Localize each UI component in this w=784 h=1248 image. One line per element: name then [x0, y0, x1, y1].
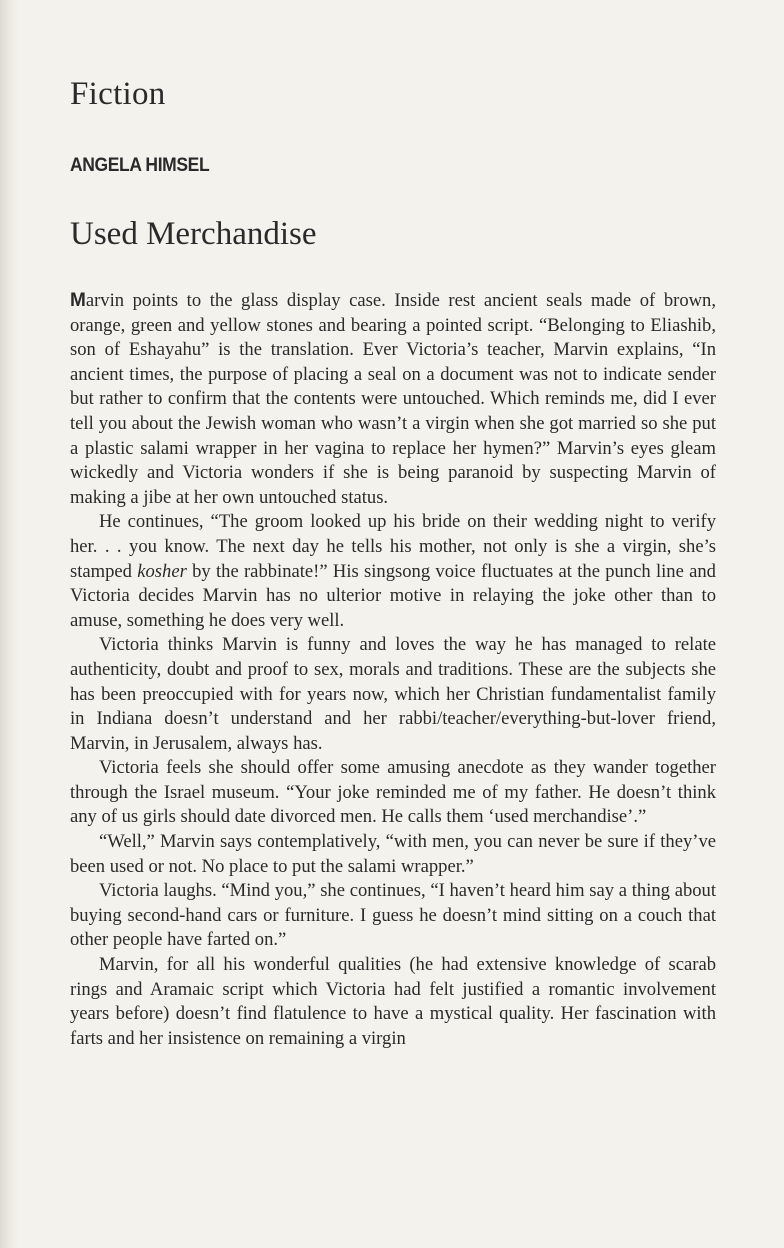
paragraph: Victoria thinks Marvin is funny and loves the way he has managed to relate authenticity, doubt and proof to sex, morals and traditions. These are the subjects she has been preoccupied with for years now, which her Christian fundamentalist family in Indiana doesn’t understand and her rabbi/teacher/everything-but-lover friend, Marvin, in Jerusalem, always has. — [70, 634, 716, 754]
author-name: ANGELA HIMSEL — [70, 155, 210, 176]
story-title: Used Merchandise — [70, 216, 317, 252]
paragraph-text: by the rabbinate!” His singsong voice fluctuates at the punch line and Victoria decides Marvin has no ulterior motive in relaying the joke other than to amuse, something he does very well. — [70, 560, 716, 631]
paragraph — [70, 289, 716, 510]
paragraph: “Well,” Marvin says contemplatively, “with men, you can never be sure if they’ve been used or not. No place to put the salami wrapper.” — [70, 831, 716, 877]
paragraph-text: He continues, “The groom looked up his bride on their wedding night to verify her. . . you know. The next day he tells his mother, not only is she a virgin, she’s stamped — [70, 511, 716, 582]
paragraph: Victoria laughs. “Mind you,” she continues, “I haven’t heard him say a thing about buying second-hand cars or furniture. I guess he doesn’t mind sitting on a couch that other people have farted on.” — [70, 880, 716, 951]
paragraph-text: arvin points to the glass display case. Inside rest ancient seals made of brown, orange, green and yellow stones and bearing a pointed script. “Belonging to Eliashib, son of Eshayahu” is the translation. Ever Victoria’s teacher, Marvin explains, “In ancient times, the purpose of placing a seal on a document was not to indicate sender but rather to confirm that the contents were untouched. Which reminds me, did I ever tell you about the Jewish woman who wasn’t a virgin when she got married so she put a plastic salami wrapper in her vagina to replace her hymen?” Marvin’s eyes gleam wickedly and Victoria wonders if she is being paranoid by suspecting Marvin of making a jibe at her own untouched status. — [70, 290, 716, 508]
drop-cap: M — [70, 290, 86, 311]
book-page — [70, 60, 716, 1051]
story-body — [70, 289, 716, 1051]
page-spine-shadow — [0, 0, 18, 1248]
paragraph: Victoria feels she should offer some amusing anecdote as they wander together through the Israel museum. “Your joke reminded me of my father. He doesn’t think any of us girls should date divorced men. He calls them ‘used merchandise’.” — [70, 757, 716, 828]
paragraph — [70, 510, 716, 633]
paragraph: Marvin, for all his wonderful qualities (he had extensive knowledge of scarab rings and Aramaic script which Victoria had felt justified a romantic involvement years before) doesn’t find flatulence to have a mystical quality. Her fascination with farts and her insistence on remaining a virgin — [70, 954, 716, 1049]
section-heading: Fiction — [70, 76, 166, 112]
emphasis-text: kosher — [137, 560, 187, 582]
